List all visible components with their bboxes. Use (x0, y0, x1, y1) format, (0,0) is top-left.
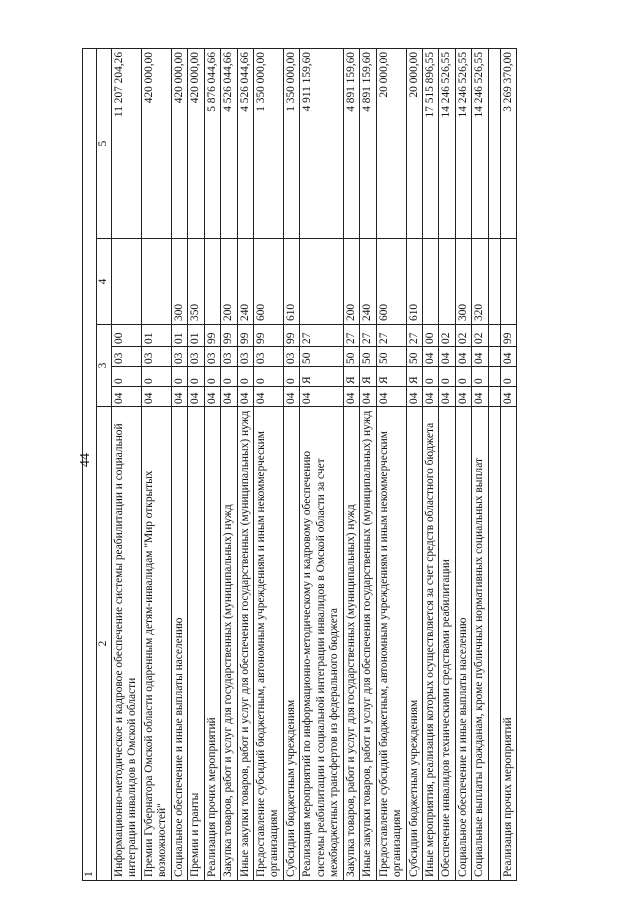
code-part-3: 50 (300, 347, 343, 367)
code-part-3: 50 (343, 347, 359, 367)
expense-type-code: 200 (343, 239, 359, 325)
code-part-2: Я (360, 367, 376, 387)
code-part-1: 04 (472, 387, 488, 407)
code-part-1: 04 (171, 387, 187, 407)
code-part-4: 02 (439, 325, 455, 347)
code-part-2: 0 (111, 367, 141, 387)
expense-type-code (422, 239, 438, 325)
table-row (188, 48, 204, 880)
amount: 5 876 044,66 (204, 48, 220, 238)
row-name: Социальное обеспечение и иные выплаты населению (171, 407, 187, 881)
row-name: Предоставление субсидий бюджетным, автономным учреждениям и иным некоммерческим организациям (376, 407, 406, 881)
code-part-3: 04 (500, 347, 516, 367)
code-part-2: 0 (188, 367, 204, 387)
code-part-4: 02 (455, 325, 471, 347)
header-col-4: 4 (97, 239, 111, 325)
code-part-2: 0 (237, 367, 253, 387)
code-part-2: 0 (283, 367, 299, 387)
row-name: Социальное обеспечение и иные выплаты населению (455, 407, 471, 881)
code-part-4: 01 (141, 325, 171, 347)
table-row (204, 48, 220, 880)
code-part-2: Я (343, 367, 359, 387)
table-index-row (83, 48, 97, 880)
row-name: Иные закупки товаров, работ и услуг для обеспечения государственных (муниципальных) нужд (237, 407, 253, 881)
expense-type-code: 350 (188, 239, 204, 325)
code-part-4 (488, 325, 500, 347)
table-row (360, 48, 376, 880)
amount: 20 000,00 (376, 48, 406, 238)
table-header-row (97, 48, 111, 880)
code-part-2: Я (406, 367, 422, 387)
code-part-2: Я (300, 367, 343, 387)
code-part-4: 99 (221, 325, 237, 347)
code-part-1: 04 (300, 387, 343, 407)
code-part-4: 99 (253, 325, 283, 347)
row-name: Субсидии бюджетным учреждениям (283, 407, 299, 881)
amount: 4 891 159,60 (360, 48, 376, 238)
table-row (439, 48, 455, 880)
amount: 420 000,00 (188, 48, 204, 238)
budget-table-body (83, 48, 517, 880)
expense-type-code: 300 (455, 239, 471, 325)
row-name: Закупка товаров, работ и услуг для государственных (муниципальных) нужд (221, 407, 237, 881)
code-part-1: 04 (283, 387, 299, 407)
row-name: Информационно-методическое и кадровое обеспечение системы реабилитации и социальной интеграции инвалидов в Омской области (111, 407, 141, 881)
expense-type-code (204, 239, 220, 325)
code-part-4: 02 (472, 325, 488, 347)
amount: 420 000,00 (141, 48, 171, 238)
code-part-1: 04 (455, 387, 471, 407)
table-row (472, 48, 488, 880)
code-part-1: 04 (406, 387, 422, 407)
code-part-3: 03 (141, 347, 171, 367)
amount: 14 246 526,55 (439, 48, 455, 238)
code-part-4: 99 (283, 325, 299, 347)
code-part-3: 50 (406, 347, 422, 367)
code-part-3: 04 (422, 347, 438, 367)
code-part-1: 04 (343, 387, 359, 407)
code-part-4: 99 (237, 325, 253, 347)
table-row (141, 48, 171, 880)
expense-type-code: 240 (237, 239, 253, 325)
amount: 4 891 159,60 (343, 48, 359, 238)
code-part-1: 04 (188, 387, 204, 407)
code-part-1: 04 (360, 387, 376, 407)
table-row (455, 48, 471, 880)
code-part-4: 00 (422, 325, 438, 347)
code-part-2: 0 (221, 367, 237, 387)
amount: 14 246 526,55 (455, 48, 471, 238)
table-row (500, 48, 516, 880)
code-part-1: 04 (376, 387, 406, 407)
code-part-2: 0 (141, 367, 171, 387)
row-name: Субсидии бюджетным учреждениям (406, 407, 422, 881)
code-part-1: 04 (141, 387, 171, 407)
code-part-3: 03 (204, 347, 220, 367)
table-row (376, 48, 406, 880)
header-col-5: 5 (97, 48, 111, 238)
code-part-3: 04 (472, 347, 488, 367)
row-name: Социальные выплаты гражданам, кроме публичных нормативных социальных выплат (472, 407, 488, 881)
row-name: Закупка товаров, работ и услуг для государственных (муниципальных) нужд (343, 407, 359, 881)
budget-table-page (82, 49, 577, 881)
code-part-4: 27 (343, 325, 359, 347)
amount: 14 246 526,55 (472, 48, 488, 238)
code-part-4: 99 (204, 325, 220, 347)
row-name: Иные закупки товаров, работ и услуг для обеспечения государственных (муниципальных) нужд (360, 407, 376, 881)
expense-type-code: 200 (221, 239, 237, 325)
table-row (253, 48, 283, 880)
table-row (300, 48, 343, 880)
expense-type-code (500, 239, 516, 325)
code-part-4: 99 (500, 325, 516, 347)
row-name: Обеспечение инвалидов техническими средствами реабилитации (439, 407, 455, 881)
code-part-1: 04 (221, 387, 237, 407)
amount: 1 350 000,00 (283, 48, 299, 238)
code-part-3: 50 (376, 347, 406, 367)
expense-type-code (300, 239, 343, 325)
code-part-3: 03 (237, 347, 253, 367)
table-row (221, 48, 237, 880)
expense-type-code: 300 (171, 239, 187, 325)
table-row (171, 48, 187, 880)
amount: 1 350 000,00 (253, 48, 283, 238)
expense-type-code: 320 (472, 239, 488, 325)
header-col-1: 2 (97, 407, 111, 881)
amount (488, 48, 500, 238)
code-part-2 (488, 367, 500, 387)
code-part-3: 03 (283, 347, 299, 367)
amount: 11 207 204,26 (111, 48, 141, 238)
code-part-4: 27 (376, 325, 406, 347)
table-row (237, 48, 253, 880)
amount: 4 526 044,66 (221, 48, 237, 238)
row-name: Реализация мероприятий по информационно-методическому и кадровому обеспечению системы реабилитации и социальной интеграции инвалидов в Омской области за счет межбюджетных трансфертов из федерального бюджета (300, 407, 343, 881)
code-part-2: 0 (171, 367, 187, 387)
code-part-4: 00 (111, 325, 141, 347)
table-row (283, 48, 299, 880)
code-part-3: 03 (188, 347, 204, 367)
code-part-2: 0 (253, 367, 283, 387)
code-part-2: 0 (500, 367, 516, 387)
row-name: Премии и гранты (188, 407, 204, 881)
row-name (488, 407, 500, 881)
row-name: Реализация прочих мероприятий (204, 407, 220, 881)
code-part-2: 0 (204, 367, 220, 387)
code-part-4: 27 (360, 325, 376, 347)
expense-type-code: 600 (253, 239, 283, 325)
row-name: Иные мероприятия, реализация которых осуществляется за счет средств областного бюджета (422, 407, 438, 881)
expense-type-code: 610 (283, 239, 299, 325)
amount: 420 000,00 (171, 48, 187, 238)
expense-type-code: 600 (376, 239, 406, 325)
expense-type-code (141, 239, 171, 325)
code-part-1: 04 (500, 387, 516, 407)
expense-type-code: 240 (360, 239, 376, 325)
code-part-1: 04 (439, 387, 455, 407)
table-row (111, 48, 141, 880)
code-part-2: 0 (422, 367, 438, 387)
row-name: Предоставление субсидий бюджетным, автономным учреждениям и иным некоммерческим организациям (253, 407, 283, 881)
amount: 4 526 044,66 (237, 48, 253, 238)
table-row (422, 48, 438, 880)
code-part-2: Я (376, 367, 406, 387)
code-part-3: 03 (221, 347, 237, 367)
code-part-1: 04 (253, 387, 283, 407)
code-part-3: 04 (455, 347, 471, 367)
code-part-1 (488, 387, 500, 407)
amount: 4 911 159,60 (300, 48, 343, 238)
code-part-3: 50 (360, 347, 376, 367)
code-part-3: 03 (171, 347, 187, 367)
code-part-3: 03 (111, 347, 141, 367)
code-part-4: 01 (188, 325, 204, 347)
code-part-3 (488, 347, 500, 367)
code-part-1: 04 (111, 387, 141, 407)
code-part-3: 04 (439, 347, 455, 367)
expense-type-code (488, 239, 500, 325)
header-index-cell: 1 (83, 48, 97, 880)
code-part-3: 03 (253, 347, 283, 367)
code-part-4: 27 (300, 325, 343, 347)
header-col-3: 3 (97, 325, 111, 407)
amount: 17 515 896,55 (422, 48, 438, 238)
expense-type-code (439, 239, 455, 325)
code-part-1: 04 (204, 387, 220, 407)
code-part-1: 04 (237, 387, 253, 407)
row-name: Премии Губернатора Омской области одаренным детям-инвалидам "Мир открытых возможностей" (141, 407, 171, 881)
page-number: 44 (78, 453, 93, 467)
amount: 20 000,00 (406, 48, 422, 238)
budget-table (82, 48, 517, 881)
table-row (488, 48, 500, 880)
expense-type-code (111, 239, 141, 325)
code-part-1: 04 (422, 387, 438, 407)
code-part-2: 0 (472, 367, 488, 387)
row-name: Реализация прочих мероприятий (500, 407, 516, 881)
code-part-2: 0 (455, 367, 471, 387)
code-part-4: 01 (171, 325, 187, 347)
code-part-4: 27 (406, 325, 422, 347)
expense-type-code: 610 (406, 239, 422, 325)
amount: 3 269 370,00 (500, 48, 516, 238)
code-part-2: 0 (439, 367, 455, 387)
table-row (343, 48, 359, 880)
table-row (406, 48, 422, 880)
